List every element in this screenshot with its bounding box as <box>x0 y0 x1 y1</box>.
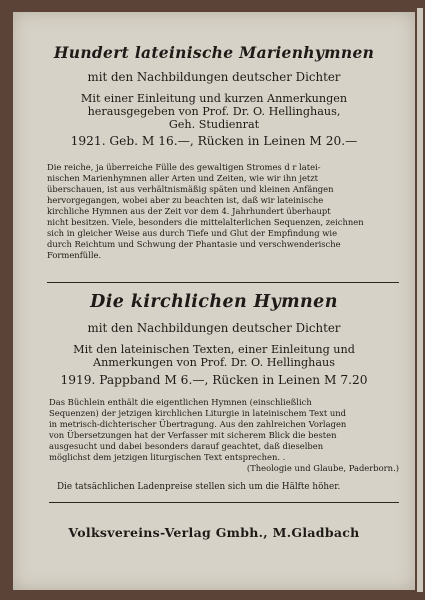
book2-subtitle: mit den Nachbildungen deutscher Dichter <box>87 321 341 335</box>
description-line: Die reiche, ja überreiche Fülle des gewaltigen Stromes d r latei- <box>47 162 321 172</box>
section-divider <box>47 282 399 283</box>
review-source: (Theologie und Glaube, Paderborn.) <box>246 463 399 473</box>
book-page <box>13 12 415 590</box>
description-line: hervorgegangen, wobei aber zu beachten ist, daß wir lateinische <box>47 195 324 205</box>
book2-editor-line1: Mit den lateinischen Texten, einer Einleitung und <box>73 343 355 356</box>
description-line: sich in gleicher Weise aus durch Tiefe und Glut der Empfindung wie <box>47 228 338 238</box>
book2-editor-line2: Anmerkungen von Prof. Dr. O. Hellinghaus <box>92 356 335 369</box>
description-line: nischen Marienhymnen aller Arten und Zeiten, wie wir ihn jetzt <box>47 173 319 183</box>
description-line: nicht besitzen. Viele, besonders die mittelalterlichen Sequenzen, zeichnen <box>47 217 364 227</box>
description-line: überschauen, ist aus verhältnismäßig späten und kleinen Anfängen <box>47 184 334 194</box>
description-line: durch Reichtum und Schwung der Phantasie und verschwenderische <box>47 239 341 249</box>
publisher-name: Volksvereins-Verlag Gmbh., M.Gladbach <box>68 525 360 540</box>
book1-editor-line3: Geh. Studienrat <box>168 118 260 131</box>
book1-editor-line1: Mit einer Einleitung und kurzen Anmerkungen <box>80 92 348 105</box>
description-line: in metrisch-dichterischer Übertragung. Aus den zahlreichen Vorlagen <box>49 419 347 429</box>
book1-description <box>47 162 399 261</box>
book1-editor-line2: herausgegeben von Prof. Dr. O. Hellinghaus, <box>87 105 341 118</box>
description-line: Sequenzen) der jetzigen kirchlichen Liturgie in lateinischem Text und <box>49 408 347 418</box>
description-line: ausgesucht und dabei besonders darauf geachtet, daß dieselben <box>49 441 324 451</box>
book2-description <box>49 397 399 474</box>
description-line: Das Büchlein enthält die eigentlichen Hymnen (einschließlich <box>49 397 312 407</box>
description-line: von Übersetzungen hat der Verfasser mit sicherem Blick die besten <box>49 430 337 440</box>
footer-divider <box>49 502 399 503</box>
book2-title: Die kirchlichen Hymnen <box>90 292 338 312</box>
description-line: kirchliche Hymnen aus der Zeit vor dem 4. Jahrhundert überhaupt <box>47 206 331 216</box>
next-page-edge <box>417 8 423 592</box>
book1-price: 1921. Geb. M 16.—, Rücken in Leinen M 20.— <box>70 134 358 148</box>
description-line: Formenfülle. <box>47 250 102 260</box>
book1-subtitle: mit den Nachbildungen deutscher Dichter <box>87 70 341 84</box>
book2-price: 1919. Pappband M 6.—, Rücken in Leinen M 7.20 <box>60 373 368 387</box>
description-line: möglichst dem jetzigen liturgischen Text entsprechen. . <box>49 452 286 462</box>
price-notice: Die tatsächlichen Ladenpreise stellen sich um die Hälfte höher. <box>57 482 341 492</box>
book1-title: Hundert lateinische Marienhymnen <box>53 43 375 62</box>
